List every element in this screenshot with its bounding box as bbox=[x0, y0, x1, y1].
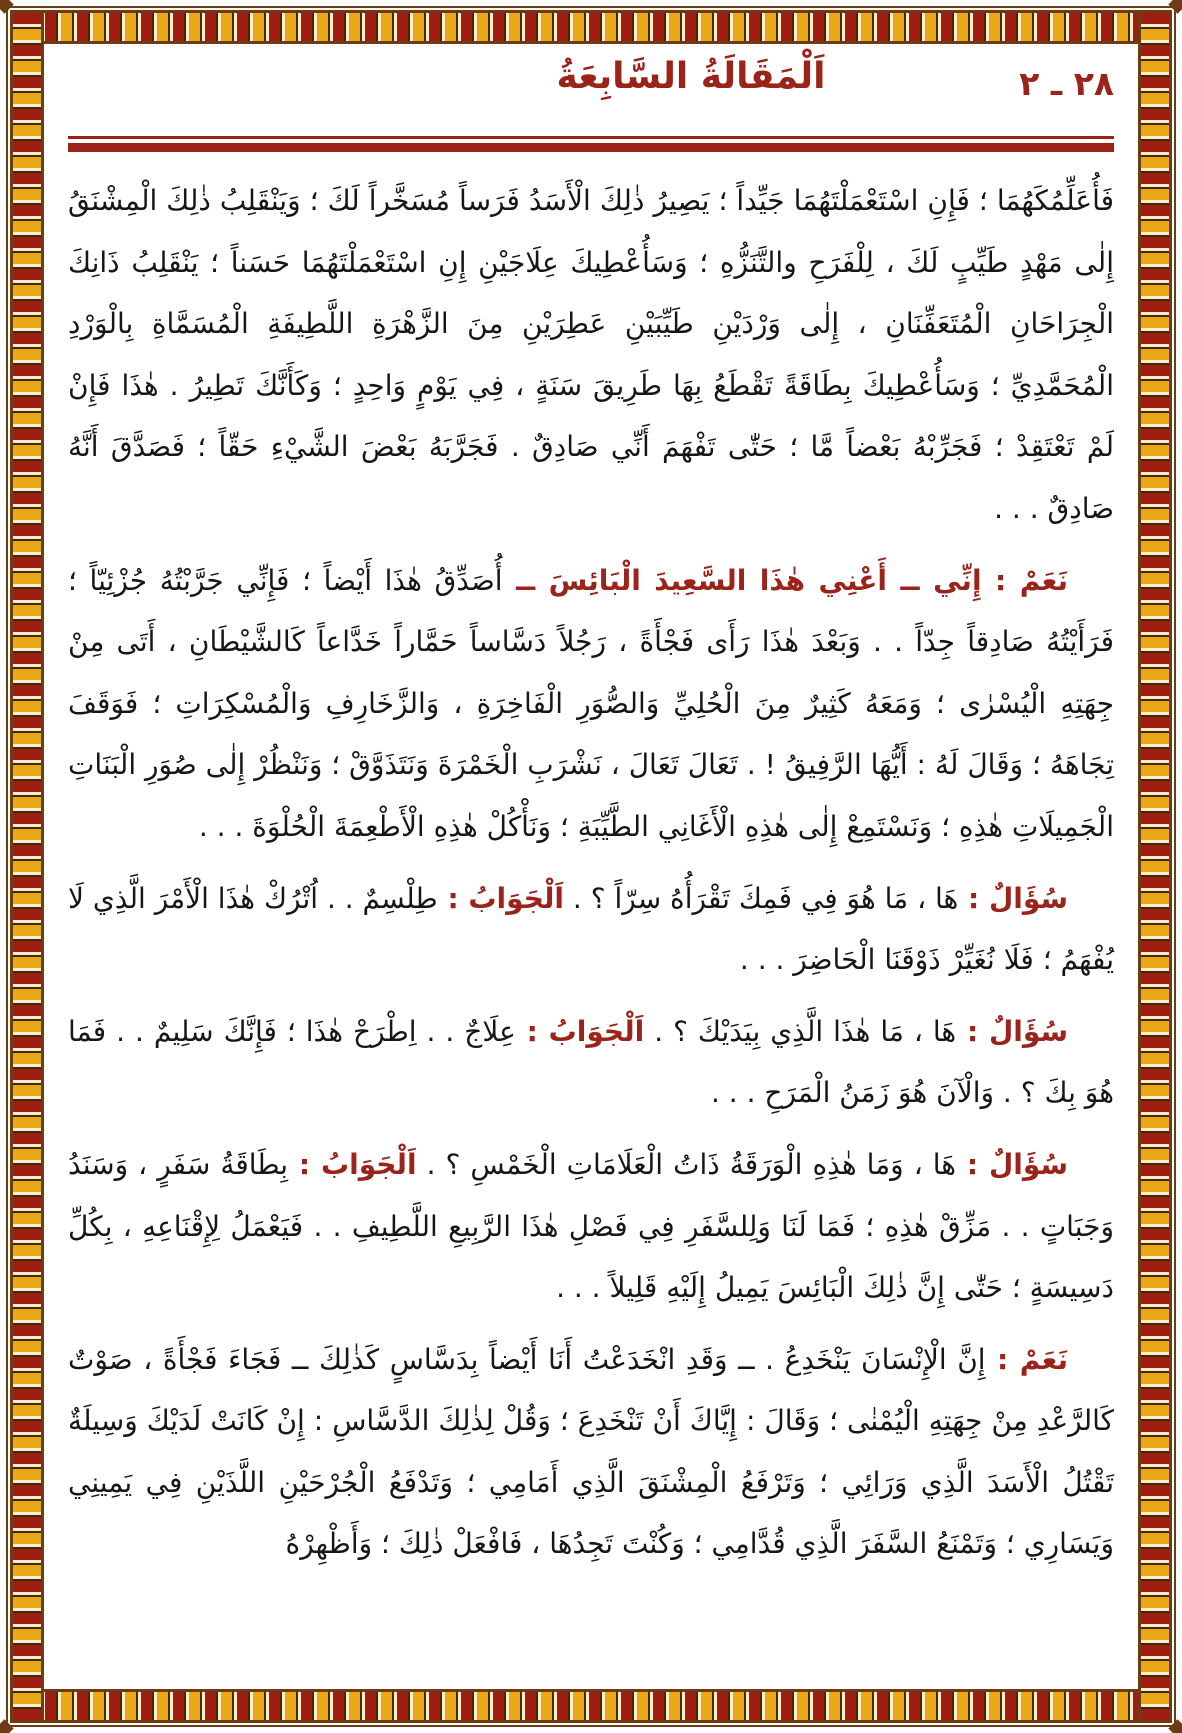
divider-thick-line bbox=[68, 143, 1114, 152]
emphasis-segment: اَلْجَوَابُ : bbox=[515, 1014, 645, 1048]
paragraph bbox=[68, 868, 1114, 991]
page-number: ٢٨ ـ ٢ bbox=[1019, 64, 1114, 103]
text-segment: فَأُعَلِّمُكَهُمَا ؛ فَإِنِ اسْتَعْمَلْتَهُمَا جَيِّداً ؛ يَصِيرُ ذٰلِكَ الْأَسَدُ فَرَساً مُسَخَّراً لَكَ ؛ وَيَنْقَلِبُ ذٰلِكَ الْمِشْنَقُ إِلٰى مَهْدٍ طَيِّبٍ لَكَ ، لِلْفَرَحِ والتَّنَزُّهِ ؛ وَسَأُعْطِيكَ عِلَاجَيْنِ إِنِ اسْتَعْمَلْتَهُمَا حَسَناً ؛ يَنْقَلِبُ ذَانِكَ الْجِرَاحَانِ الْمُتَعَفِّنَانِ ، إِلٰى وَرْدَيْنِ طَيِّبَيْنِ عَطِرَيْنِ مِنَ الزَّهْرَةِ اللَّطِيفَةِ الْمُسَمَّاةِ بِالْوَرْدِ الْمُحَمَّدِيِّ ؛ وَسَأُعْطِيكَ بِطَاقَةً تَقْطَعُ بِهَا طَرِيقَ سَنَةٍ ، فِي يَوْمٍ وَاحِدٍ ؛ وَكَأَنَّكَ تَطِيرُ . هٰذَا فَإِنْ لَمْ تَعْتَقِدْ ؛ فَجَرِّبْهُ بَعْضاً مَّا ؛ حَتّٰى تَفْهَمَ أَنِّي صَادِقٌ . فَجَرَّبَهُ بَعْضَ الشَّيْءِ حَقّاً ؛ فَصَدَّقَ أَنَّهُ صَادِقٌ . . . bbox=[68, 184, 1114, 525]
text-segment: طِلْسِمٌ . . اُتْرُكْ هٰذَا الْأَمْرَ الَّذِي لَا يُفْهَمُ ؛ فَلَا نُغَيِّرْ ذَوْقَنَا الْحَاضِرَ . . . bbox=[68, 881, 1114, 977]
decorative-border-bottom bbox=[10, 1689, 1172, 1723]
body-text bbox=[68, 170, 1114, 1575]
emphasis-segment: سُؤَالٌ : bbox=[958, 881, 1068, 915]
emphasis-segment: سُؤَالٌ : bbox=[956, 1147, 1068, 1181]
decorative-border-left bbox=[10, 10, 44, 1723]
paragraph bbox=[68, 170, 1114, 540]
page-title: اَلْمَقَالَةُ السَّابِعَةُ bbox=[556, 56, 826, 97]
emphasis-segment: نَعَمْ : bbox=[985, 1342, 1068, 1376]
paragraph bbox=[68, 1134, 1114, 1319]
decorative-border-right bbox=[1138, 10, 1172, 1723]
paragraph bbox=[68, 1001, 1114, 1124]
emphasis-segment: نَعَمْ : إِنِّي ــ أَعْنِي هٰذَا السَّعِيدَ الْبَائِسَ ــ bbox=[502, 563, 1068, 597]
page-header bbox=[68, 50, 1114, 128]
text-segment: أُصَدِّقُ هٰذَا أَيْضاً ؛ فَإِنِّي جَرَّبْتُهُ جُزْئِيّاً ؛ فَرَأَيْتُهُ صَادِقاً جِدّاً . . وَبَعْدَ هٰذَا رَأَى فَجْأَةً ، رَجُلاً دَسَّاساً حَمَّاراً خَدَّاعاً كَالشَّيْطَانِ ، أَتَى مِنْ جِهَتِهِ الْيُسْرٰى ؛ وَمَعَهُ كَثِيرٌ مِنَ الْحُلِيِّ وَالصُّوَرِ الْفَاخِرَةِ ، وَالزَّخَارِفِ وَالْمُسْكِرَاتِ ؛ فَوَقَفَ تِجَاهَهُ ؛ وَقَالَ لَهُ : أَيُّهَا الرَّفِيقُ ! . تَعَالَ تَعَالَ ، نَشْرَبِ الْخَمْرَةَ وَنَتَذَوَّقْ ؛ وَنَنْظُرْ إِلٰى صُوَرِ الْبَنَاتِ الْجَمِيلَاتِ هٰذِهِ ؛ وَنَسْتَمِعْ إِلٰى هٰذِهِ الْأَغَانِي الطَّيِّبَةِ ؛ وَنَأْكُلْ هٰذِهِ الْأَطْعِمَةَ الْحُلْوَةَ . . . bbox=[68, 563, 1114, 843]
page-content bbox=[68, 50, 1114, 1679]
text-segment: هَا ، مَا هٰذَا الَّذِي بِيَدَيْكَ ؟ . bbox=[644, 1014, 957, 1048]
decorative-border-top bbox=[10, 10, 1172, 44]
emphasis-segment: اَلْجَوَابُ : bbox=[288, 1147, 417, 1181]
paragraph bbox=[68, 1329, 1114, 1575]
text-segment: بِطَاقَةُ سَفَرٍ ، وَسَنَدُ وَجَبَاتٍ . . مَزِّقْ هٰذِهِ ؛ فَمَا لَنَا وَلِلسَّفَرِ فِي فَصْلِ هٰذَا الرَّبِيعِ اللَّطِيفِ . . فَيَعْمَلُ لِإِقْنَاعِهِ ، بِكُلِّ دَسِيسَةٍ ؛ حَتّٰى إِنَّ ذٰلِكَ الْبَائِسَ يَمِيلُ إِلَيْهِ قَلِيلاً . . . bbox=[68, 1147, 1114, 1305]
text-segment: إِنَّ الْإِنْسَانَ يَنْخَدِعُ . ــ وَقَدِ انْخَدَعْتُ أَنَا أَيْضاً بِدَسَّاسٍ كَذٰلِكَ ــ فَجَاءَ فَجْأَةً ، صَوْتٌ كَالرَّعْدِ مِنْ جِهَتِهِ الْيُمْنٰى ؛ وَقَالَ : إِيَّاكَ أَنْ تَنْخَدِعَ ؛ وَقُلْ لِذٰلِكَ الدَّسَّاسِ : إِنْ كَانَتْ لَدَيْكَ وَسِيلَةٌ تَقْتُلُ الْأَسَدَ الَّذِي وَرَائِي ؛ وَتَرْفَعُ الْمِشْنَقَ الَّذِي أَمَامِي ؛ وَتَدْفَعُ الْجُرْحَيْنِ اللَّذَيْنِ فِي يَمِينِي وَيَسَارِي ؛ وَتَمْنَعُ السَّفَرَ الَّذِي قُدَّامِي ؛ وَكُنْتَ تَجِدُهَا ، فَافْعَلْ ذٰلِكَ ؛ وَأَظْهِرْهُ bbox=[68, 1342, 1114, 1561]
emphasis-segment: سُؤَالٌ : bbox=[956, 1014, 1068, 1048]
emphasis-segment: اَلْجَوَابُ : bbox=[437, 881, 564, 915]
text-segment: عِلَاجٌ . . اِطْرَحْ هٰذَا ؛ فَإِنَّكَ سَلِيمٌ . . فَمَا هُوَ بِكَ ؟ . وَالْآنَ هُوَ زَمَنُ الْمَرَحِ . . . bbox=[68, 1014, 1114, 1110]
title-divider bbox=[68, 136, 1114, 152]
text-segment: هَا ، مَا هُوَ فِي فَمِكَ تَقْرَأُهُ سِرّاً ؟ . bbox=[564, 881, 959, 915]
paragraph bbox=[68, 550, 1114, 858]
text-segment: هَا ، وَمَا هٰذِهِ الْوَرَقَةُ ذَاتُ الْعَلَامَاتِ الْخَمْسِ ؟ . bbox=[416, 1147, 957, 1181]
